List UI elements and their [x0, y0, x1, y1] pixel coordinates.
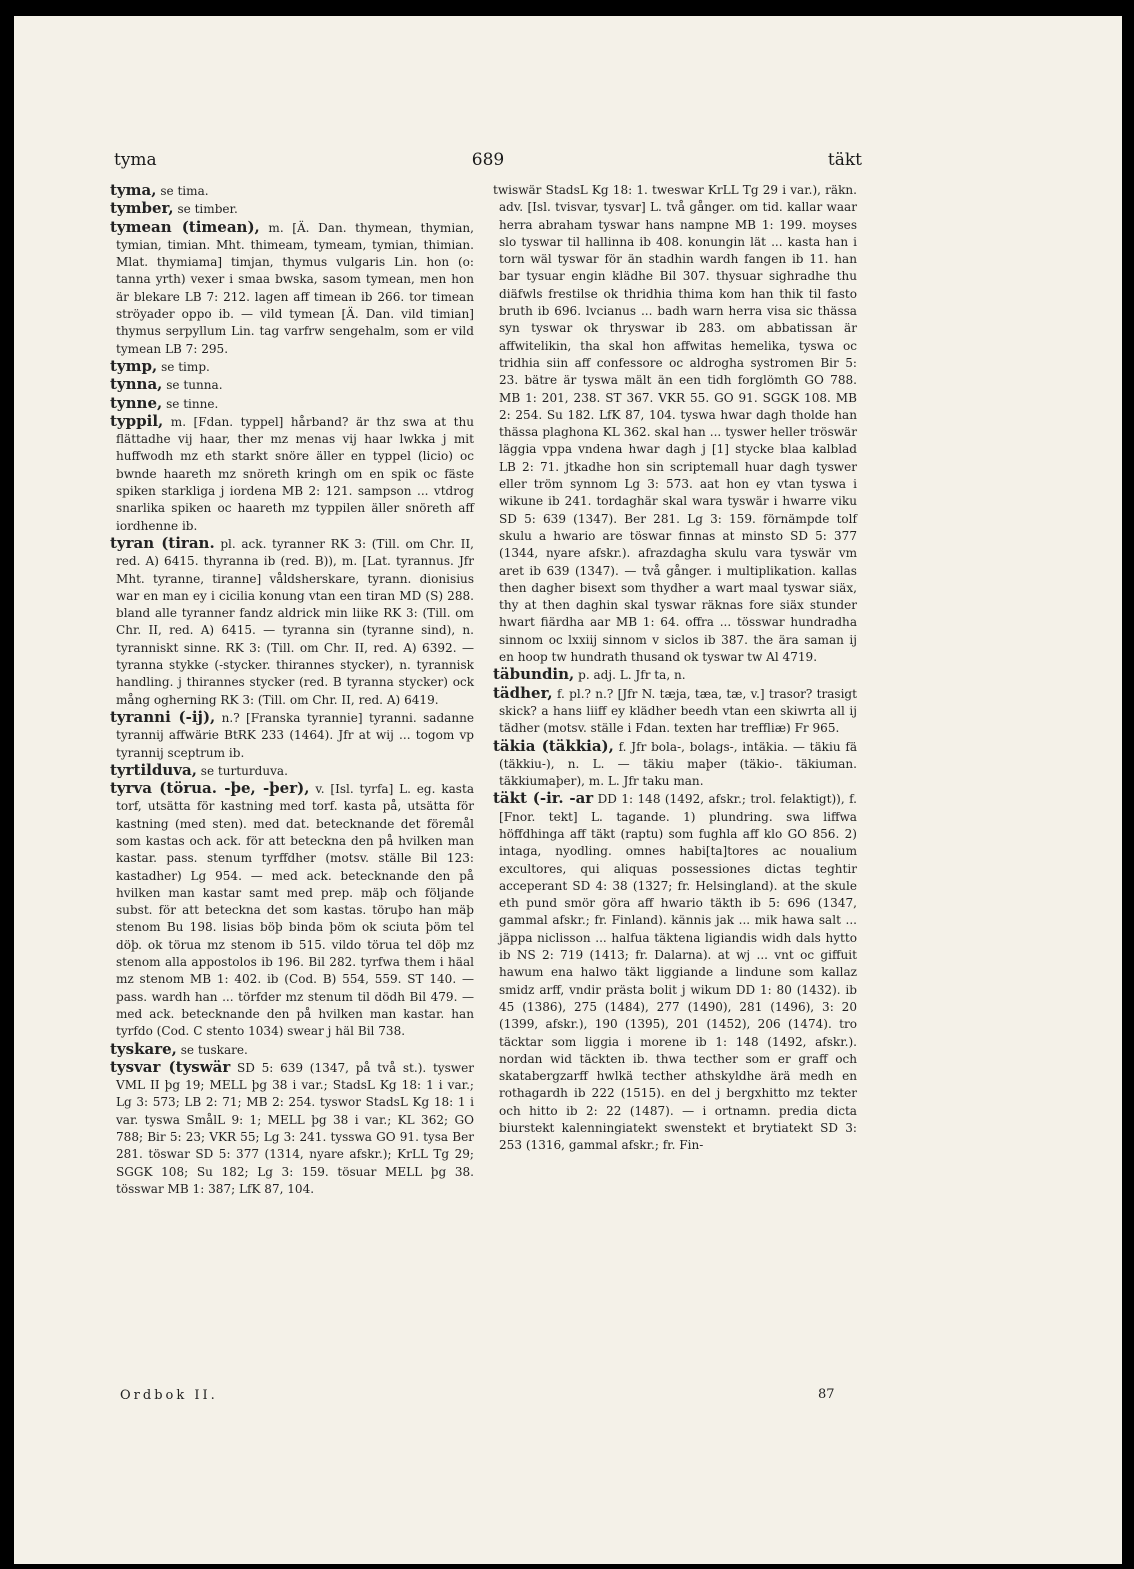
entry-text: se tunna. [166, 378, 223, 393]
dictionary-entry [110, 182, 474, 200]
entry-text: se tinne. [166, 396, 219, 411]
entry-headword: tyranni (-ij), [110, 707, 216, 726]
entry-headword: tyskare, [110, 1039, 177, 1058]
dictionary-entry [110, 376, 474, 394]
dictionary-entry [110, 535, 474, 709]
header-left-guideword: tyma [114, 150, 157, 170]
entry-headword: täbundin, [493, 665, 575, 684]
dictionary-entry [493, 666, 857, 684]
entry-headword: täkia (täkkia), [493, 736, 614, 755]
sheet-number: 87 [818, 1387, 835, 1402]
entry-headword: tysvar (tyswär [110, 1057, 231, 1076]
dictionary-entry [110, 413, 474, 535]
dictionary-entry [493, 685, 857, 738]
entry-text: se tuskare. [180, 1042, 248, 1057]
dictionary-entry [493, 182, 857, 666]
page-header [114, 150, 862, 174]
entry-headword: tyma, [110, 181, 157, 199]
dictionary-entry [110, 762, 474, 780]
signature-mark: Ordbok II. [120, 1388, 218, 1403]
dictionary-entry [110, 200, 474, 218]
header-right-guideword: täkt [827, 150, 862, 170]
entry-headword: tynna, [110, 375, 163, 394]
entry-text: m. [Fdan. typpel] hårband? är thz swa at thu flättadhe vij haar, ther mz menas vij haar lwkka j mit huffwodh mz eth starkt snöre äller en typpel (licio) oc bwnde haareth mz snöreth kringh om en spik oc fäste spiken starkliga j iordena MB 2: 121. sampson ... vtdrog snarlika spiken oc haareth mz typpilen äller snöreth aff iordhenne ib. [116, 414, 474, 533]
entry-text: f. pl.? n.? [Jfr N. tæja, tæa, tæ, v.] trasor? trasigt skick? a hans liiff ey klädher beedh vtan een skiwrta all ij tädher (motsv. ställe i Fdan. texten har treffliæ) Fr 965. [499, 686, 857, 736]
entry-text: se timp. [161, 359, 210, 374]
right-column [493, 182, 857, 1155]
entry-text: SD 5: 639 (1347, på två st.). tyswer VML II þg 19; MELL þg 38 i var.; StadsL Kg 18: 1 i var.; Lg 3: 573; LB 2: 71; MB 2: 254. tyswor StadsL Kg 18: 1 i var. tyswa SmålL 9: 1; MELL þg 38 i var.; KL 362; GO 788; Bir 5: 23; VKR 55; Lg 3: 241. tysswa GO 91. tysa Ber 281. töswar SD 5: 377 (1314, nyare afskr.); KrLL Tg 29; SGGK 108; Su 182; Lg 3: 159. tösuar MELL þg 38. tösswar MB 1: 387; LfK 87, 104. [116, 1060, 474, 1196]
left-column [110, 182, 474, 1198]
entry-headword: tynne, [110, 393, 163, 412]
entry-text: f. Jfr bola-, bolags-, intäkia. — täkiu fä (täkkiu-), n. L. — täkiu maþer (täkio-. täkiuman. täkkiumaþer), m. L. Jfr taku man. [499, 739, 857, 789]
entry-headword: typpil, [110, 411, 164, 430]
entry-text: se tima. [160, 184, 209, 198]
dictionary-entry [110, 395, 474, 413]
entry-text: p. adj. L. Jfr ta, n. [578, 668, 686, 683]
dictionary-entry [110, 1059, 474, 1198]
page-number: 689 [471, 150, 505, 170]
entry-headword: tyran (tiran. [110, 533, 215, 552]
dictionary-entry [110, 358, 474, 376]
entry-headword: tyrva (törua. -þe, -þer), [110, 779, 310, 798]
dictionary-entry [493, 790, 857, 1154]
entry-text: m. [Ä. Dan. thymean, thymian, tymian, timian. Mht. thimeam, tymeam, tymian, thimian. Mlat. thymiama] timjan, thymus vulgaris Lin. hon (o: tanna yrth) vexer i smaa bwska, sasom tymean, men hon är blekare LB 7: 212. lagen aff timean ib 266. tor timean ströyader oppo ib. — vild tymean [Ä. Dan. vild timian] thymus serpyllum Lin. tag varfrw sengehalm, som er vild tymean LB 7: 295. [116, 220, 474, 356]
entry-headword: tymean (timean), [110, 217, 260, 236]
dictionary-entry [110, 219, 474, 358]
entry-headword: tyrtilduva, [110, 760, 197, 779]
dictionary-entry [110, 709, 474, 762]
entry-text: se timber. [177, 202, 238, 217]
entry-headword: tädher, [493, 683, 553, 702]
entry-text: DD 1: 148 (1492, afskr.; trol. felaktigt)), f. [Fnor. tekt] L. tagande. 1) plundring. swa liffwa höffdhinga aff täkt (raptu) som fughla aff klo GO 856. 2) intaga, nyodling. omnes habi[ta]tores ac noualium excultores, qui aliquas possessiones dictas teghtir acceperant SD 4: 38 (1327; fr. Helsingland). at the skule eth pund smör göra aff hwario täkth ib 5: 696 (1347, gammal afskr.; fr. Finland). kännis jak ... mik hawa salt ... jäppa niclisson ... halfua täktena ligiandis widh dals hytto ib NS 2: 719 (1413; fr. Dalarna). at wj ... vnt oc giffuit hawum ena halwo täkt liggiande a lindune som kallaz smidz arff, vndir prästa bolit j wikum DD 1: 80 (1432). ib 45 (1386), 275 (1484), 277 (1490), 281 (1496), 3: 20 (1399, afskr.), 190 (1395), 201 (1452), 206 (1474). tro täcktar som liggia i morene ib 1: 148 (1492, afskr.). nordan wid täckten ib. thwa tecther som er graff och skatabergzarff hwlkä tecther athskyldhe ärä medh en rothagardh ib 222 (1515). en del j bergxhitto mz tekter och hitto ib 2: 22 (1487). — i ortnamn. predia dicta biurstekt kalenningiatekt swenstekt et brytiatekt SD 3: 253 (1316, gammal afskr.; fr. Fin- [499, 792, 857, 1153]
dictionary-entry [110, 780, 474, 1040]
dictionary-entry [110, 1041, 474, 1059]
entry-text: v. [Isl. tyrfa] L. eg. kasta torf, utsätta för kastning med torf. kasta på, utsätta för kastning (med sten). med dat. betecknande det föremål som kastas och ack. för att beteckna den på hvilken man kastar. pass. stenum tyrffdher (motsv. ställe Bil 123: kastadher) Lg 954. — med ack. betecknande den på hvilken man kastar samt med prep. mäþ och följande subst. för att beteckna det som kastas. töruþo han mäþ stenom Bu 198. lisias böþ binda þöm ok sciuta þöm tel döþ. ok törua mz stenom ib 515. vildo törua tel döþ mz stenom alla appostolos ib 196. Bil 282. tyrfwa them i häal mz stenom MB 1: 402. ib (Cod. B) 554, 559. ST 140. — pass. wardh han ... törfder mz stenum til dödh Bil 479. — med ack. betecknande den på hvilken man kastar. han tyrfdo (Cod. C stento 1034) swear j häl Bil 738. [116, 782, 475, 1039]
entry-text: twiswär StadsL Kg 18: 1. tweswar KrLL Tg 29 i var.), räkn. adv. [Isl. tvisvar, tysvar] L. två gånger. om tid. kallar waar herra abraham tyswar hans nampne MB 1: 199. moyses slo tyswar til hallinna ib 408. konungin lät ... kasta han i torn wäl tyswar för än stadhin wardh fangen ib 11. han bar tysuar engin klädhe Bil 307. thysuar sighradhe thu diäfwls frestilse ok thridhia thima kom han thik til fasto bruth ib 696. lvcianus ... badh warn herra visa sic thässa syn tyswar ok thryswar ib 283. om abbatissan är affwitelikin, tha skal hon affwitas hemelika, tyswa oc tridhia siin aff confessore oc aldrogha systromen Bir 5: 23. bätre är tyswa mält än een tidh forglömth GO 788. MB 1: 201, 238. ST 367. VKR 55. GO 91. SGGK 108. MB 2: 254. Su 182. LfK 87, 104. tyswa hwar dagh tholde han thässa plaghona KL 362. skal han ... tyswer heller tröswär läggia vppa vndena hwar dagh j [1] stycke blaa kalblad LB 2: 71. jtkadhe hon sin scriptemall huar dagh tyswer eller tröm synnom Lg 3: 573. aat hon ey vtan tyswa i wikune ib 241. tordaghär skal wara tyswär i hwarre viku SD 5: 639 (1347). Ber 281. Lg 3: 159. förnämpde tolf skulu a hwario are töswar finnas at minsto SD 5: 377 (1344, nyare afskr.). afrazdagha skulu vara tyswär vm aret ib 639 (1347). — två gånger. i multiplikation. kallas then dagher bisext som thydher a wart maal tyswar siäx, thy at then daghin skal tyswar räknas fore siäx stunder hwart fiärdha aar MB 1: 64. offra ... tösswar hundradha sinnom oc lxxiij sinnom v siclos ib 387. the ära saman ij en hoop tw hundrath thusand ok tyswar tw Al 4719. [493, 183, 857, 665]
dictionary-entry [493, 738, 857, 791]
entry-headword: tymp, [110, 356, 158, 375]
entry-headword: tymber, [110, 199, 174, 218]
entry-text: se turturduva. [200, 763, 288, 778]
entry-text: n.? [Franska tyrannie] tyranni. sadanne tyrannij affwärie BtRK 233 (1464). Jfr at wij ... togom vp tyrannij sceptrum ib. [116, 710, 474, 760]
entry-text: pl. ack. tyranner RK 3: (Till. om Chr. II, red. A) 6415. thyranna ib (red. B)), m. [Lat. tyrannus. Jfr Mht. tyranne, tiranne] våldsherskare, tyrann. dionisius war en man ey i cicilia konung vtan een tiran MD (S) 288. bland alle tyranner fandz aldrick min liike RK 3: (Till. om Chr. II, red. A) 6415. — tyranna sin (tyranne sind), n. tyranniskt sinne. RK 3: (Till. om Chr. II, red. A) 6392. — tyranna stykke (-stycker. thirannes stycker), n. tyrannisk handling. j thirannes stycker (red. B tyranna stycker) ock mång ogherning RK 3: (Till. om Chr. II, red. A) 6419. [116, 536, 474, 707]
entry-headword: täkt (-ir. -ar [493, 789, 594, 808]
